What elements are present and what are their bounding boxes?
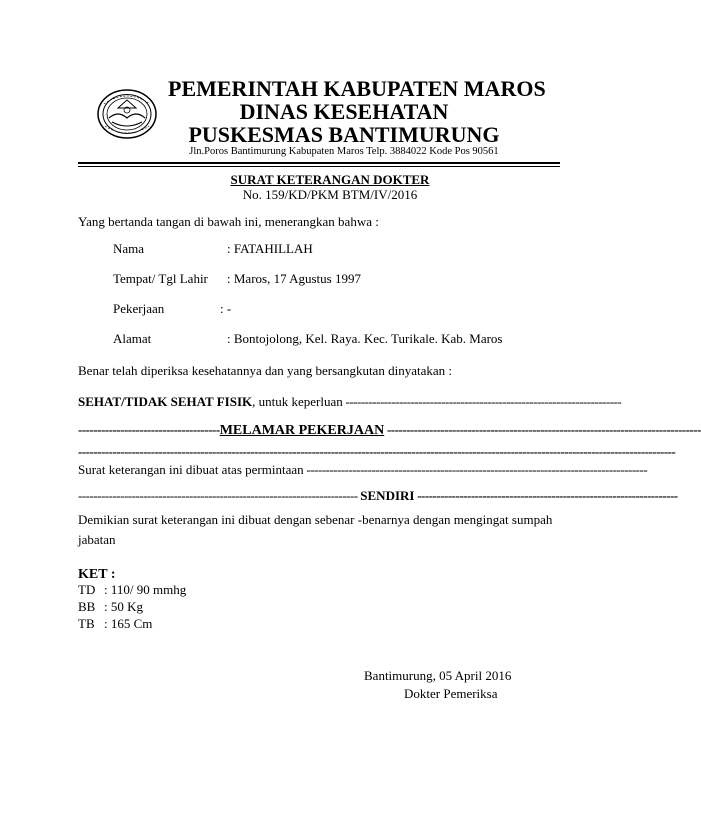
ket-label-td: TD	[78, 582, 96, 597]
document-title: SURAT KETERANGAN DOKTER	[230, 172, 430, 187]
government-seal-icon	[96, 88, 158, 140]
requester-line: ------------------------------------------------------------------------- SENDIRI --------------------------------------------------------------------	[78, 488, 678, 503]
header-rule-thick	[78, 162, 560, 164]
field-value-name: : FATAHILLAH	[227, 241, 313, 256]
field-value-occupation: : -	[220, 301, 232, 316]
letterhead-government: PEMERINTAH KABUPATEN MAROS	[168, 76, 546, 101]
closing-text-cont: jabatan	[78, 532, 116, 547]
letterhead-clinic: PUSKESMAS BANTIMURUNG	[188, 122, 500, 147]
closing-text: Demikian surat keterangan ini dibuat dengan sebenar -benarnya dengan mengingat sumpah	[78, 512, 553, 527]
ket-label-bb: BB	[78, 599, 96, 614]
purpose-value: MELAMAR PEKERJAAN	[219, 423, 385, 438]
field-label-address: Alamat	[113, 331, 152, 346]
purpose-prefix: , untuk keperluan	[252, 394, 343, 409]
purpose-line: -------------------------------------MELAMAR PEKERJAAN ----------------------------------------------------------------------------------	[78, 422, 701, 438]
statement-text: Benar telah diperiksa kesehatannya dan yang bersangkutan dinyatakan :	[78, 363, 452, 378]
field-label-name: Nama	[113, 241, 145, 256]
ket-value-tb: : 165 Cm	[104, 616, 153, 631]
field-value-birth: : Maros, 17 Agustus 1997	[227, 271, 361, 286]
health-status-line: SEHAT/TIDAK SEHAT FISIK, untuk keperluan ------------------------------------------------------------------------	[78, 394, 622, 409]
letterhead-address: Jln.Poros Bantimurung Kabupaten Maros Telp. 3884022 Kode Pos 90561	[189, 146, 499, 157]
ket-heading: KET :	[78, 567, 116, 582]
field-label-birth: Tempat/ Tgl Lahir	[113, 271, 208, 286]
intro-text: Yang bertanda tangan di bawah ini, menerangkan bahwa :	[78, 214, 379, 229]
dashed-fill-line: ------------------------------------------------------------------------------------------------------------------------------------------------------------	[78, 444, 676, 459]
header-rule-thin	[78, 166, 560, 167]
request-text: Surat keterangan ini dibuat atas permintaan	[78, 462, 304, 477]
ket-label-tb: TB	[78, 616, 95, 631]
signature-role: Dokter Pemeriksa	[404, 686, 498, 701]
request-line: Surat keterangan ini dibuat atas permintaan -----------------------------------------------------------------------------------------	[78, 462, 648, 477]
document-number: No. 159/KD/PKM BTM/IV/2016	[242, 187, 418, 202]
ket-value-td: : 110/ 90 mmhg	[104, 582, 187, 597]
field-value-address: : Bontojolong, Kel. Raya. Kec. Turikale. Kab. Maros	[227, 331, 503, 346]
signature-place-date: Bantimurung, 05 April 2016	[364, 668, 512, 683]
requester-value: SENDIRI	[360, 488, 415, 503]
letterhead-department: DINAS KESEHATAN	[239, 99, 449, 124]
health-status: SEHAT/TIDAK SEHAT FISIK	[78, 394, 253, 409]
field-label-occupation: Pekerjaan	[113, 301, 165, 316]
ket-value-bb: : 50 Kg	[104, 599, 143, 614]
